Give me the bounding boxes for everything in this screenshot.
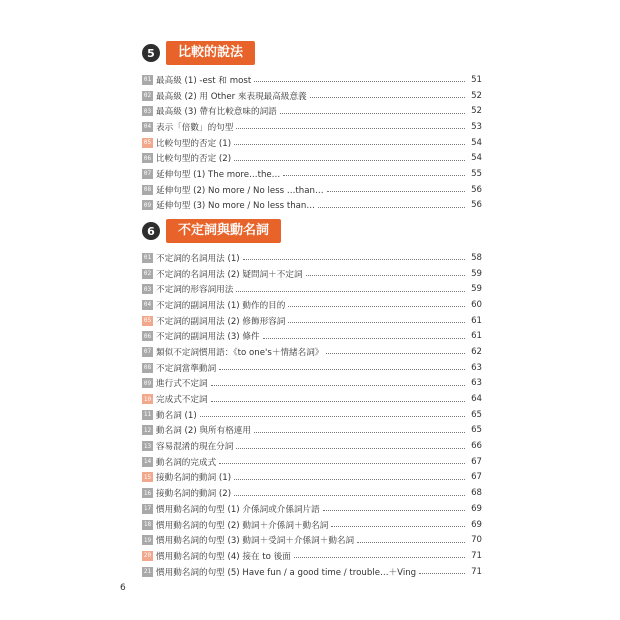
entry-number-badge: 18 xyxy=(143,521,152,529)
entry-page: 63 xyxy=(471,378,482,389)
entry-number-badge: 17 xyxy=(143,505,152,513)
entry-title: 動名詞的完成式 xyxy=(156,457,217,468)
dot-leader xyxy=(219,369,465,370)
entry-title: 容易混淆的現在分詞 xyxy=(156,442,234,453)
toc-entry[interactable] xyxy=(142,485,482,501)
entry-page: 59 xyxy=(471,284,482,295)
entry-page: 54 xyxy=(471,137,482,148)
dot-leader xyxy=(254,81,465,82)
toc-entry[interactable] xyxy=(142,297,482,313)
entry-page: 70 xyxy=(471,535,482,546)
entry-title: 類似不定詞慣用語：《to one's＋情緒名詞》 xyxy=(156,347,324,358)
dot-leader xyxy=(323,510,465,511)
entry-page: 68 xyxy=(471,488,482,499)
toc-entry[interactable] xyxy=(142,391,482,407)
toc-entry[interactable] xyxy=(142,135,482,151)
dot-leader xyxy=(306,275,465,276)
toc-entry[interactable] xyxy=(142,119,482,135)
entry-title: 延伸句型 (2) No more / No less …than… xyxy=(156,185,324,196)
entry-number-badge: 20 xyxy=(143,552,152,560)
entry-page: 67 xyxy=(471,472,482,483)
entry-number-badge: 09 xyxy=(143,379,152,387)
dot-leader xyxy=(234,160,465,161)
toc-entry[interactable] xyxy=(142,281,482,297)
entry-number-badge: 03 xyxy=(143,285,152,293)
toc-entry[interactable] xyxy=(142,103,482,119)
section-header xyxy=(142,218,482,244)
entry-number-badge: 03 xyxy=(143,107,152,115)
entry-title: 不定詞的副詞用法 (3) 條件 xyxy=(156,332,260,343)
entry-page: 56 xyxy=(471,184,482,195)
entry-title: 最高級 (2) 用 Other 來表現最高級意義 xyxy=(156,91,307,102)
section-title: 不定詞與動名詞 xyxy=(166,219,281,243)
entry-title: 慣用動名詞的句型 (3) 動詞＋受詞＋介係詞＋動名詞 xyxy=(156,536,355,547)
dot-leader xyxy=(283,175,465,176)
entry-title: 比較句型的否定 (2) xyxy=(156,154,232,165)
entry-number-badge: 08 xyxy=(143,186,152,194)
entry-number-badge: 08 xyxy=(143,364,152,372)
toc-entry[interactable] xyxy=(142,198,482,214)
entry-page: 69 xyxy=(471,519,482,530)
entry-title: 不定詞的副詞用法 (1) 動作的目的 xyxy=(156,300,286,311)
entry-number-badge: 05 xyxy=(143,139,152,147)
entry-title: 動名詞 (1) xyxy=(156,410,197,421)
toc-entry[interactable] xyxy=(142,182,482,198)
toc-entry[interactable] xyxy=(142,438,482,454)
entry-title: 接動名詞的動詞 (1) xyxy=(156,473,232,484)
entry-title: 不定詞的副詞用法 (2) 修飾形容詞 xyxy=(156,316,286,327)
entry-title: 不定詞當準動詞 xyxy=(156,363,217,374)
entry-number-badge: 19 xyxy=(143,536,152,544)
section-title: 比較的說法 xyxy=(166,41,255,65)
entry-page: 62 xyxy=(471,346,482,357)
entry-title: 慣用動名詞的句型 (5) Have fun / a good time / trouble…＋Ving xyxy=(156,567,417,578)
entry-title: 最高級 (1) -est 和 most xyxy=(156,75,252,86)
entry-page: 61 xyxy=(471,331,482,342)
toc-entry[interactable] xyxy=(142,548,482,564)
entry-number-badge: 05 xyxy=(143,317,152,325)
toc-entry[interactable] xyxy=(142,344,482,360)
entry-page: 67 xyxy=(471,456,482,467)
dot-leader xyxy=(419,573,465,574)
section-5 xyxy=(142,40,482,213)
entry-page: 54 xyxy=(471,153,482,164)
dot-leader xyxy=(234,495,465,496)
entry-number-badge: 04 xyxy=(143,123,152,131)
toc-entry[interactable] xyxy=(142,150,482,166)
toc-entry[interactable] xyxy=(142,454,482,470)
entry-number-badge: 06 xyxy=(143,154,152,162)
entry-title: 不定詞的名詞用法 (1) xyxy=(156,253,240,264)
toc-entry[interactable] xyxy=(142,266,482,282)
toc-entry[interactable] xyxy=(142,470,482,486)
entry-page: 59 xyxy=(471,268,482,279)
entry-page: 52 xyxy=(471,106,482,117)
entry-number-badge: 16 xyxy=(143,489,152,497)
dot-leader xyxy=(280,113,465,114)
entry-number-badge: 12 xyxy=(143,426,152,434)
entry-page: 56 xyxy=(471,200,482,211)
dot-leader xyxy=(310,97,465,98)
entry-title: 延伸句型 (3) No more / No less than… xyxy=(156,201,315,212)
entry-number-badge: 01 xyxy=(143,76,152,84)
section-header xyxy=(142,40,482,66)
toc-entry[interactable] xyxy=(142,313,482,329)
toc-entry[interactable] xyxy=(142,250,482,266)
entry-number-badge: 01 xyxy=(143,254,152,262)
entry-number-badge: 07 xyxy=(143,348,152,356)
entry-number-badge: 02 xyxy=(143,270,152,278)
entry-title: 接動名詞的動詞 (2) xyxy=(156,489,232,500)
toc-list xyxy=(142,72,482,213)
dot-leader xyxy=(288,322,465,323)
toc-list xyxy=(142,250,482,579)
dot-leader xyxy=(254,432,465,433)
dot-leader xyxy=(243,259,465,260)
entry-page: 61 xyxy=(471,315,482,326)
dot-leader xyxy=(327,191,465,192)
dot-leader xyxy=(236,448,465,449)
entry-title: 延伸句型 (1) The more…the… xyxy=(156,169,281,180)
entry-title: 不定詞的形容詞用法 xyxy=(156,285,234,296)
entry-title: 進行式不定詞 xyxy=(156,379,208,390)
entry-page: 53 xyxy=(471,121,482,132)
entry-page: 65 xyxy=(471,409,482,420)
toc-entry[interactable] xyxy=(142,501,482,517)
dot-leader xyxy=(211,401,465,402)
toc-entry[interactable] xyxy=(142,360,482,376)
entry-page: 51 xyxy=(471,74,482,85)
entry-page: 71 xyxy=(471,550,482,561)
entry-number-badge: 04 xyxy=(143,301,152,309)
entry-title: 最高級 (3) 帶有比較意味的詞語 xyxy=(156,107,277,118)
entry-number-badge: 21 xyxy=(143,568,152,576)
entry-page: 66 xyxy=(471,441,482,452)
entry-title: 慣用動名詞的句型 (4) 接在 to 後面 xyxy=(156,551,291,562)
section-6 xyxy=(142,218,482,579)
entry-title: 不定詞的名詞用法 (2) 疑問詞＋不定詞 xyxy=(156,269,303,280)
section-number-badge: 5 xyxy=(142,44,160,62)
toc-entry[interactable] xyxy=(142,532,482,548)
dot-leader xyxy=(294,557,465,558)
dot-leader xyxy=(263,338,465,339)
entry-page: 58 xyxy=(471,252,482,263)
entry-page: 69 xyxy=(471,503,482,514)
page-number: 6 xyxy=(120,583,126,593)
entry-title: 慣用動名詞的句型 (2) 動詞＋介係詞＋動名詞 xyxy=(156,520,329,531)
dot-leader xyxy=(357,542,465,543)
entry-page: 63 xyxy=(471,362,482,373)
dot-leader xyxy=(236,291,465,292)
section-number-badge: 6 xyxy=(142,222,160,240)
toc-entry[interactable] xyxy=(142,88,482,104)
entry-title: 慣用動名詞的句型 (1) 介係詞或介係詞片語 xyxy=(156,504,320,515)
toc-entry[interactable] xyxy=(142,166,482,182)
entry-page: 64 xyxy=(471,394,482,405)
dot-leader xyxy=(288,306,465,307)
entry-number-badge: 07 xyxy=(143,170,152,178)
entry-title: 比較句型的否定 (1) xyxy=(156,138,232,149)
toc-entry[interactable] xyxy=(142,517,482,533)
entry-number-badge: 11 xyxy=(143,411,152,419)
entry-page: 52 xyxy=(471,90,482,101)
entry-number-badge: 10 xyxy=(143,395,152,403)
entry-number-badge: 15 xyxy=(143,473,152,481)
entry-number-badge: 09 xyxy=(143,201,152,209)
toc-entry[interactable] xyxy=(142,328,482,344)
dot-leader xyxy=(326,353,465,354)
entry-number-badge: 06 xyxy=(143,332,152,340)
toc-entry[interactable] xyxy=(142,376,482,392)
entry-title: 完成式不定詞 xyxy=(156,395,208,406)
entry-page: 65 xyxy=(471,425,482,436)
dot-leader xyxy=(318,207,465,208)
dot-leader xyxy=(200,416,465,417)
toc-entry[interactable] xyxy=(142,564,482,580)
entry-page: 55 xyxy=(471,168,482,179)
dot-leader xyxy=(234,144,465,145)
dot-leader xyxy=(211,385,465,386)
entry-title: 動名詞 (2) 與所有格連用 xyxy=(156,426,251,437)
entry-number-badge: 02 xyxy=(143,92,152,100)
dot-leader xyxy=(331,526,465,527)
dot-leader xyxy=(219,463,465,464)
entry-number-badge: 14 xyxy=(143,458,152,466)
entry-title: 表示「倍數」的句型 xyxy=(156,122,234,133)
toc-entry[interactable] xyxy=(142,423,482,439)
dot-leader xyxy=(234,479,465,480)
toc-entry[interactable] xyxy=(142,407,482,423)
entry-number-badge: 13 xyxy=(143,442,152,450)
toc-entry[interactable] xyxy=(142,72,482,88)
entry-page: 71 xyxy=(471,566,482,577)
dot-leader xyxy=(236,128,465,129)
entry-page: 60 xyxy=(471,299,482,310)
